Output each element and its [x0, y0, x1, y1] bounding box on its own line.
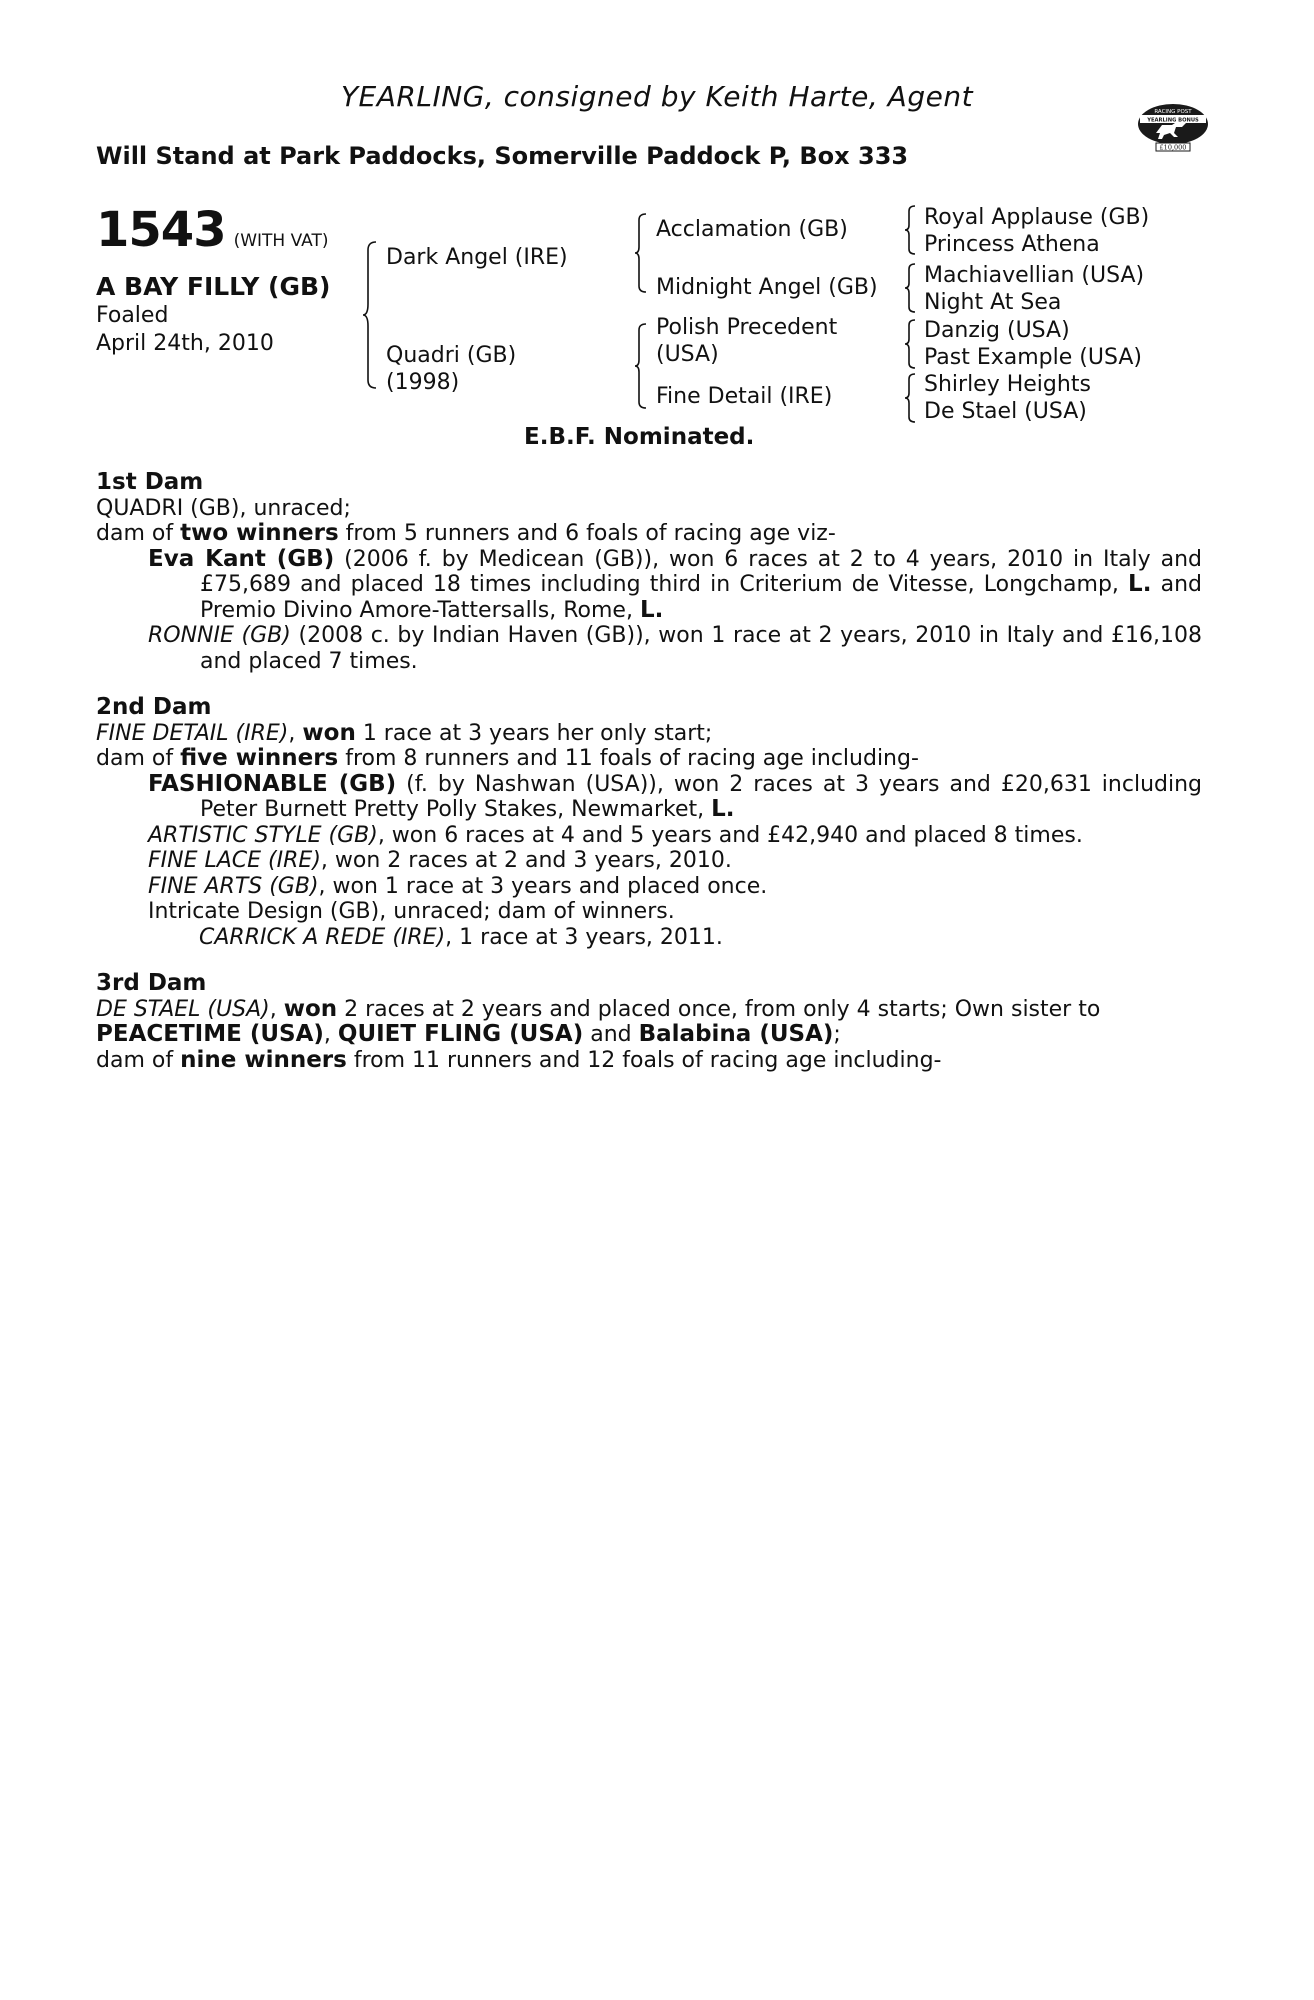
- progeny-entry: Intricate Design (GB), unraced; dam of winners.: [148, 899, 675, 924]
- ebf-nominated: E.B.F. Nominated.: [524, 424, 755, 450]
- stable-location: Will Stand at Park Paddocks, Somerville Paddock P, Box 333: [96, 142, 909, 170]
- pedigree-brace-sd: [904, 262, 918, 314]
- pedigree-dam-sire-origin: (USA): [656, 342, 719, 367]
- progeny-entry: [96, 547, 1202, 624]
- first-dam-name: QUADRI (GB), unraced;: [96, 495, 351, 521]
- pedigree-brace-main: [362, 240, 380, 390]
- record-text: from 8 runners and 11 foals of racing age including-: [338, 746, 919, 771]
- consignor-line: YEARLING, consigned by Keith Harte, Agent: [340, 80, 974, 113]
- pedigree-dam-dam: Fine Detail (IRE): [656, 384, 833, 409]
- progeny-text: , won 6 races at 4 and 5 years and £42,940 and placed 8 times.: [377, 822, 1083, 848]
- progeny-name: Eva Kant (GB): [148, 545, 335, 572]
- pedigree-brace-dd: [904, 372, 918, 424]
- pedigree-dds: Shirley Heights: [924, 372, 1091, 397]
- pedigree-dss: Danzig (USA): [924, 318, 1070, 343]
- second-dam-record: [96, 746, 1202, 772]
- record-text: dam of: [96, 521, 181, 546]
- vat-note: (WITH VAT): [233, 231, 329, 251]
- pedigree-dam-sire-name: Polish Precedent: [656, 315, 838, 340]
- lot-header: [96, 202, 329, 258]
- progeny-entry: [96, 848, 1202, 874]
- second-dam-heading: 2nd Dam: [96, 694, 212, 720]
- pedigree-dam-sire: [656, 314, 837, 368]
- pedigree-sss: Royal Applause (GB): [924, 205, 1150, 230]
- progeny-text: (f. by Nashwan (USA)), won 2 races at 3 years and £20,631 including Peter Burnett Pretty Polly Stakes, Newmarket,: [200, 771, 1202, 822]
- pedigree-ddd: De Stael (USA): [924, 399, 1087, 424]
- pedigree-dam-name: Quadri (GB): [386, 343, 517, 368]
- progeny-name: RONNIE (GB): [148, 623, 291, 648]
- record-text: 2 races at 2 years and placed once, from only 4 starts; Own sister to: [337, 996, 1101, 1022]
- sibling-name: QUIET FLING (USA): [337, 1021, 584, 1047]
- record-text: 1 race at 3 years her only start;: [355, 720, 713, 746]
- winner-count: two winners: [180, 520, 339, 546]
- pedigree-brace-ss: [904, 204, 918, 256]
- pedigree-dsd: Past Example (USA): [924, 345, 1142, 370]
- progeny-name: FINE LACE (IRE): [148, 848, 321, 873]
- lot-number: 1543: [96, 202, 226, 258]
- progeny-text: and Premio Divino Amore-Tattersalls, Rome,: [200, 572, 1202, 623]
- third-dam-heading: 3rd Dam: [96, 970, 207, 996]
- foaled-date: April 24th, 2010: [96, 331, 274, 356]
- badge-top-text: RACING POST: [1154, 109, 1192, 115]
- pedigree-sds: Machiavellian (USA): [924, 263, 1145, 288]
- progeny-name: CARRICK A REDE (IRE): [199, 924, 446, 950]
- pedigree-ssd: Princess Athena: [924, 232, 1100, 257]
- second-dam-name: FINE DETAIL (IRE), won 1 race at 3 years her only start;: [96, 719, 713, 746]
- record-text: from 11 runners and 12 foals of racing age including-: [346, 1047, 942, 1073]
- won-label: won: [283, 995, 338, 1022]
- race-grade: L.: [639, 596, 664, 623]
- record-text: from 5 runners and 6 foals of racing age viz-: [338, 521, 836, 546]
- progeny-name: FASHIONABLE (GB): [148, 770, 397, 797]
- pedigree-sire: Dark Angel (IRE): [386, 245, 568, 270]
- pedigree-brace-sire: [634, 212, 650, 294]
- progeny-text: , won 2 races at 2 and 3 years, 2010.: [320, 848, 732, 873]
- record-text: dam of: [96, 746, 181, 771]
- sibling-name: PEACETIME (USA): [96, 1021, 324, 1047]
- foaled-info: [96, 302, 274, 358]
- progeny-text: , 1 race at 3 years, 2011.: [445, 924, 723, 950]
- progeny-name: FINE ARTS (GB): [148, 873, 319, 899]
- produce-record: [96, 470, 1202, 1073]
- progeny-entry: [96, 623, 1202, 674]
- badge-amount: £10,000: [1159, 143, 1187, 152]
- progeny-entry: [96, 874, 1202, 900]
- record-text: and: [583, 1022, 639, 1047]
- dam-name: DE STAEL (USA): [96, 996, 270, 1022]
- progeny-entry: [96, 823, 1202, 849]
- dam-name: FINE DETAIL (IRE): [96, 720, 289, 746]
- pedigree-dam: [386, 342, 516, 396]
- badge-mid-text: YEARLING BONUS: [1147, 117, 1199, 124]
- progeny-entry: [96, 772, 1202, 823]
- race-grade: L.: [1128, 571, 1152, 597]
- third-dam-siblings: PEACETIME (USA), QUIET FLING (USA) and Balabina (USA);: [96, 1021, 841, 1047]
- won-label: won: [302, 719, 356, 746]
- pedigree-dam-year: (1998): [386, 370, 460, 395]
- pedigree-sire-dam: Midnight Angel (GB): [656, 275, 878, 300]
- sibling-name: Balabina (USA): [638, 1021, 834, 1047]
- race-grade: L.: [711, 796, 735, 822]
- first-dam-record: [96, 521, 1202, 547]
- pedigree-sire-sire: Acclamation (GB): [656, 217, 848, 242]
- third-dam-record: [96, 1048, 1202, 1074]
- progeny-text: (2006 f. by Medicean (GB)), won 6 races at 2 to 4 years, 2010 in Italy and £75,689 and placed 18 times including third in Criterium de Vitesse, Longchamp,: [200, 546, 1202, 597]
- foaled-label: Foaled: [96, 303, 169, 328]
- winner-count: five winners: [180, 745, 339, 771]
- third-dam-name: DE STAEL (USA), won 2 races at 2 years and placed once, from only 4 starts; Own sister to: [96, 995, 1101, 1022]
- progeny-text: (2008 c. by Indian Haven (GB)), won 1 race at 2 years, 2010 in Italy and £16,108 and placed 7 times.: [200, 623, 1202, 674]
- progeny-name: ARTISTIC STYLE (GB): [148, 822, 378, 848]
- yearling-bonus-badge-icon: [1136, 100, 1210, 152]
- pedigree-sdd: Night At Sea: [924, 290, 1062, 315]
- grand-progeny-entry: [96, 925, 1202, 951]
- pedigree-brace-ds: [904, 318, 918, 370]
- horse-description: A BAY FILLY (GB): [96, 272, 331, 301]
- winner-count: nine winners: [180, 1046, 347, 1073]
- record-text: dam of: [96, 1047, 181, 1073]
- first-dam-heading: 1st Dam: [96, 469, 204, 495]
- progeny-text: , won 1 race at 3 years and placed once.: [318, 873, 768, 899]
- pedigree-brace-dam: [634, 322, 650, 410]
